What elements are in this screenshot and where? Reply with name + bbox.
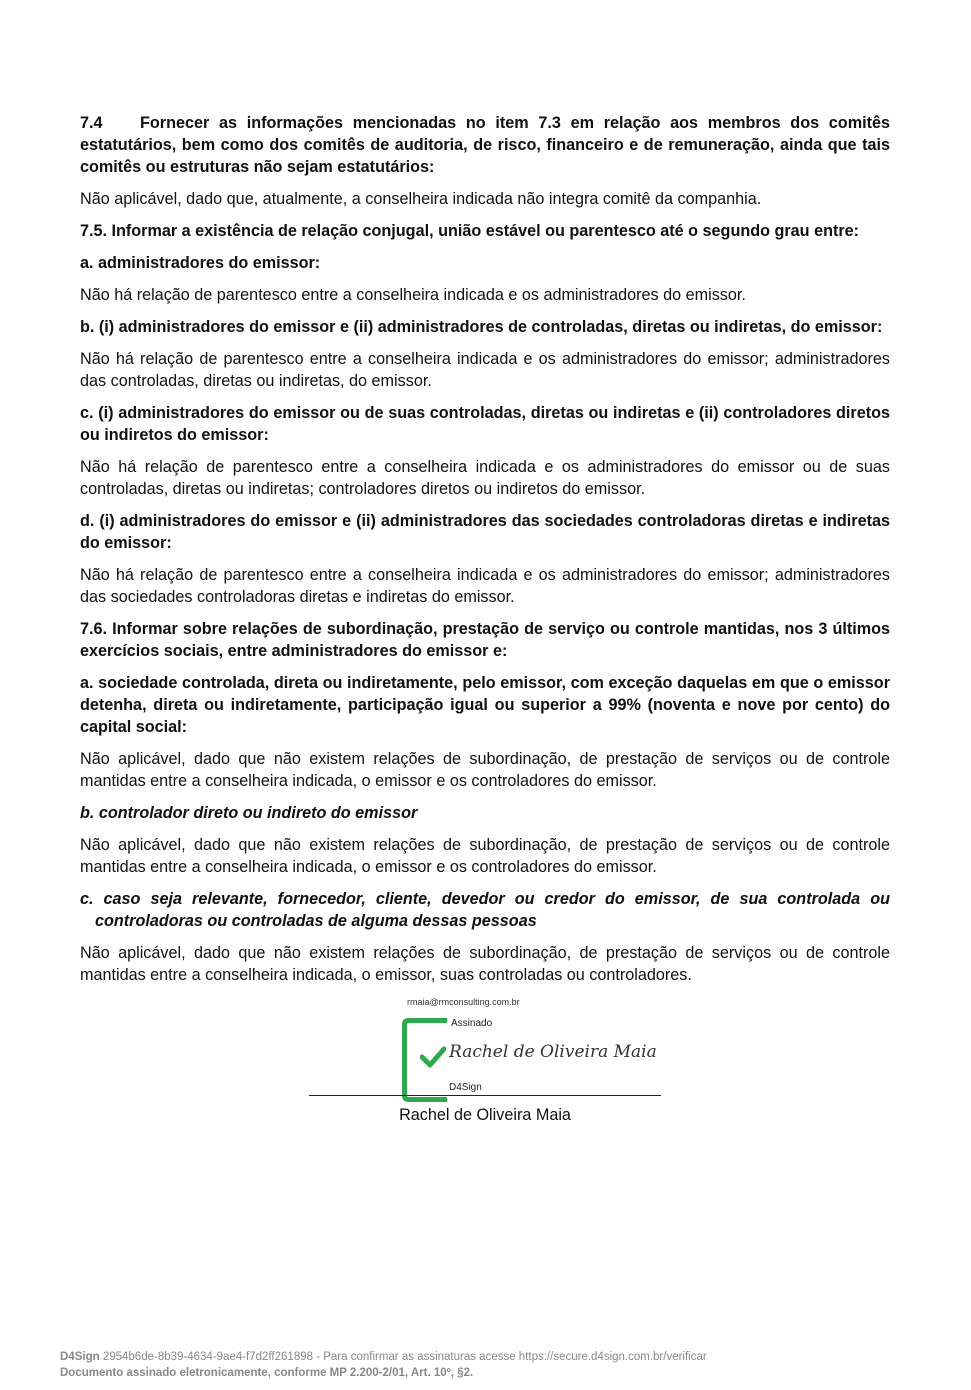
footer-verification: 2954b6de-8b39-4634-9ae4-f7d2ff261898 - Para confirmar as assinaturas acesse https://secure.d4sign.com.br/verificar [102,1351,707,1363]
section-7-5-d-title: d. (i) administradores do emissor e (ii) administradores das sociedades controladoras diretas e indiretas do emissor: [80,512,890,552]
footer-verification-line [60,1349,940,1365]
section-7-5-d-body: Não há relação de parentesco entre a conselheira indicada e os administradores do emissor; administradores das sociedades controladoras diretas e indiretas do emissor. [80,566,890,606]
section-7-5-a-title: a. administradores do emissor: [80,254,321,272]
stamp-status: Assinado [451,1018,493,1029]
section-7-6-title: 7.6. Informar sobre relações de subordinação, prestação de serviço ou controle mantidas, nos 3 últimos exercícios sociais, entre administradores do emissor e: [80,620,890,660]
footer-brand: D4Sign [60,1351,100,1363]
section-7-5-b-title: b. (i) administradores do emissor e (ii) administradores de controladas, diretas ou indiretas, do emissor: [80,318,883,336]
document-body [80,112,890,996]
stamp-bracket [402,1018,447,1102]
section-7-5-b-body: Não há relação de parentesco entre a conselheira indicada e os administradores do emissor; administradores das controladas, diretas ou indiretas, do emissor. [80,350,890,390]
footer [60,1349,940,1381]
signature-stamp [402,1018,657,1096]
footer-legal: Documento assinado eletronicamente, conforme MP 2.200-2/01, Art. 10º, §2. [60,1367,474,1379]
signer-name: Rachel de Oliveira Maia [399,1106,571,1124]
signer-email: rmaia@rmconsulting.com.br [407,997,520,1007]
section-7-4-number: 7.4 [80,114,103,132]
section-7-6-b-title: b. controlador direto ou indireto do emissor [80,804,418,822]
section-7-5-c-body: Não há relação de parentesco entre a conselheira indicada e os administradores do emissor ou de suas controladas, diretas ou indiretas; controladores diretos ou indiretos do emissor. [80,458,890,498]
section-7-5-c-title: c. (i) administradores do emissor ou de suas controladas, diretas ou indiretas e (ii) controladores diretos ou indiretos do emissor: [80,404,890,444]
section-7-4-title [80,112,890,178]
section-7-6-c-title: c. caso seja relevante, fornecedor, cliente, devedor ou credor do emissor, de sua controlada ou controladoras ou controladas de alguma dessas pessoas [80,890,890,930]
section-7-6-a-body: Não aplicável, dado que não existem relações de subordinação, de prestação de serviços ou de controle mantidas entre a conselheira indicada, o emissor e os controladores do emissor. [80,750,890,790]
section-7-4-body: Não aplicável, dado que, atualmente, a conselheira indicada não integra comitê da companhia. [80,190,762,208]
stamp-provider: D4Sign [449,1082,482,1093]
handwritten-signature: Rachel de Oliveira Maia [449,1042,657,1062]
section-7-6-c-body: Não aplicável, dado que não existem relações de subordinação, de prestação de serviços ou de controle mantidas entre a conselheira indicada, o emissor, suas controladas ou controladores. [80,944,890,984]
check-icon [420,1046,446,1068]
section-7-4-title-text: Fornecer as informações mencionadas no item 7.3 em relação aos membros dos comitês estatutários, bem como dos comitês de auditoria, de risco, financeiro e de remuneração, ainda que tais comitês ou estruturas não sejam estatutários: [80,114,890,176]
section-7-5-a-body: Não há relação de parentesco entre a conselheira indicada e os administradores do emissor. [80,286,746,304]
signature-line [309,1095,661,1096]
section-7-6-a-title: a. sociedade controlada, direta ou indiretamente, pelo emissor, com exceção daquelas em que o emissor detenha, direta ou indiretamente, participação igual ou superior a 99% (noventa e nove por cento) do capital social: [80,674,890,736]
section-7-5-title: 7.5. Informar a existência de relação conjugal, união estável ou parentesco até o segundo grau entre: [80,222,860,240]
section-7-6-b-body: Não aplicável, dado que não existem relações de subordinação, de prestação de serviços ou de controle mantidas entre a conselheira indicada, o emissor e os controladores do emissor. [80,836,890,876]
